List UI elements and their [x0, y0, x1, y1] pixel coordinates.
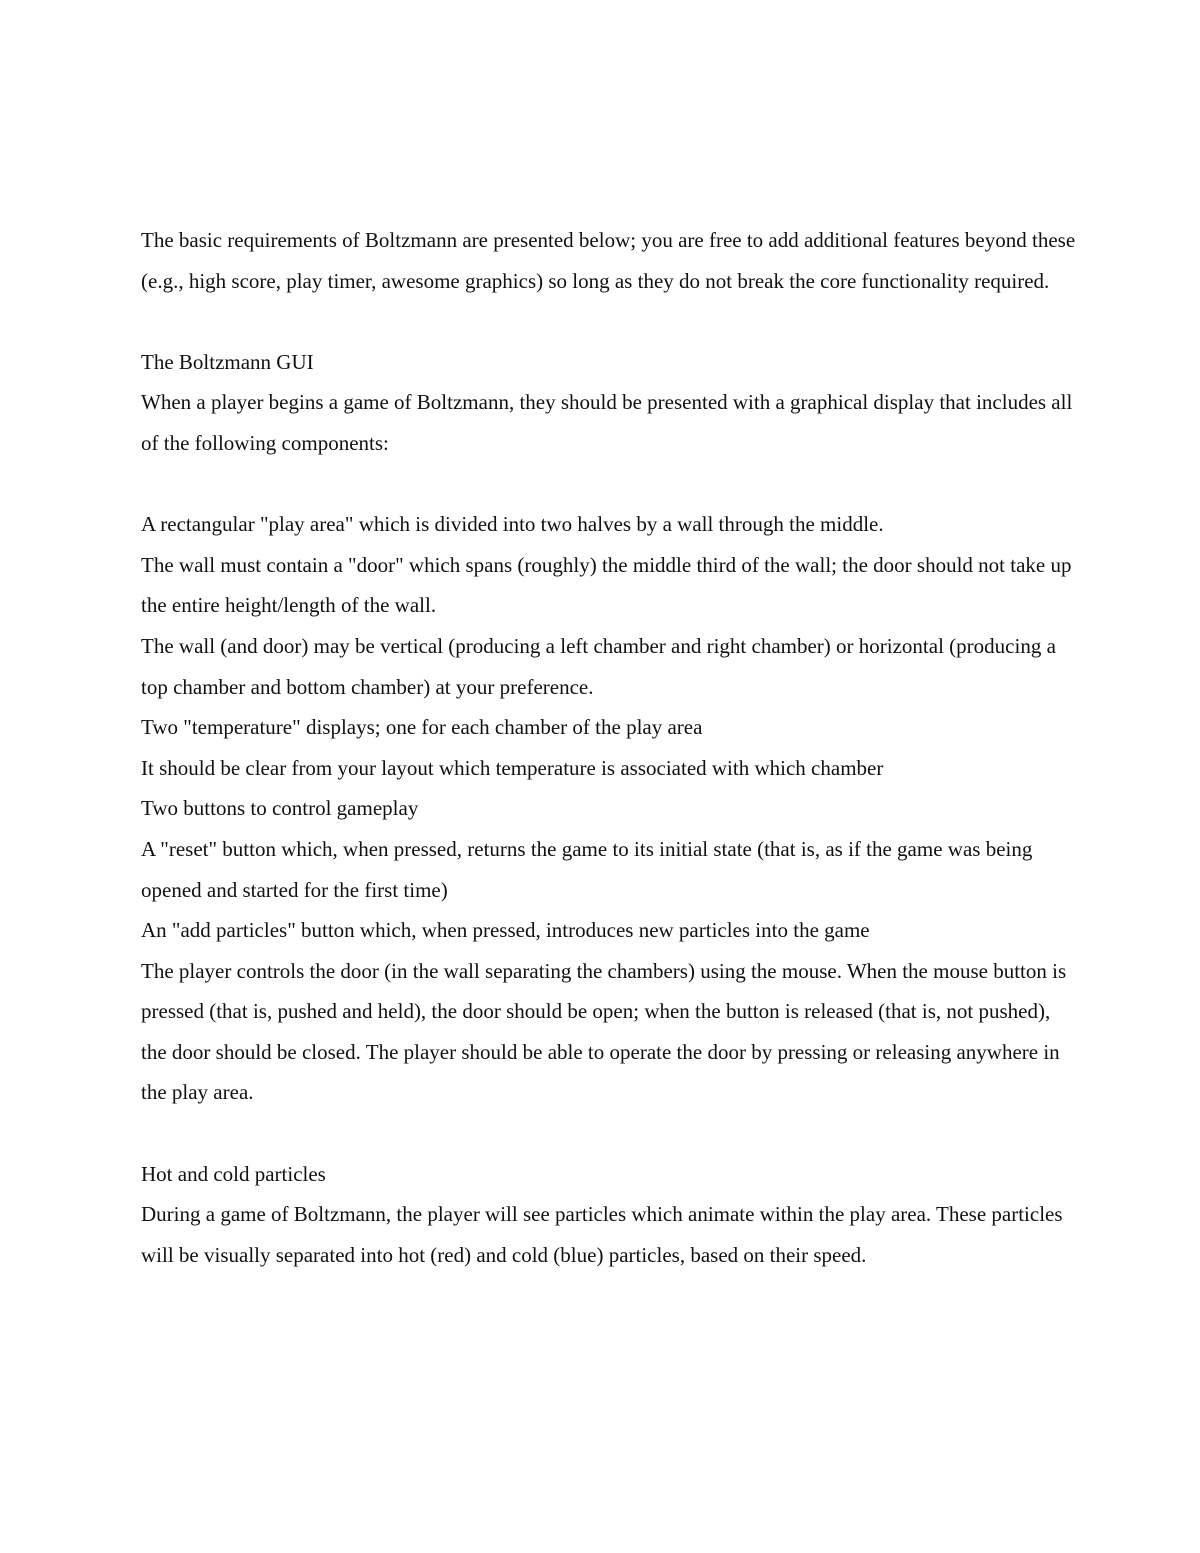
- requirement-reset-button: A "reset" button which, when pressed, returns the game to its initial state (that is, as if the game was being opened and started for the first time): [141, 836, 1033, 902]
- requirement-temperature-layout: It should be clear from your layout which temperature is associated with which chamber: [141, 755, 884, 780]
- requirement-buttons: Two buttons to control gameplay: [141, 796, 419, 821]
- requirement-add-particles-button: An "add particles" button which, when pressed, introduces new particles into the game: [141, 918, 870, 943]
- paragraph-spacer: [141, 301, 1076, 342]
- requirement-door: The wall must contain a "door" which spans (roughly) the middle third of the wall; the door should not take up the entire height/length of the wall.: [141, 552, 1072, 618]
- requirement-temperature-displays: Two "temperature" displays; one for each chamber of the play area: [141, 715, 703, 740]
- gui-section-description: When a player begins a game of Boltzmann, they should be presented with a graphical display that includes all of the following components:: [141, 390, 1073, 455]
- particles-section-description: During a game of Boltzmann, the player will see particles which animate within the play area. These particles will be visually separated into hot (red) and cold (blue) particles, based on their speed.: [141, 1202, 1063, 1267]
- paragraph-spacer: [141, 464, 1076, 505]
- particles-section-heading: Hot and cold particles: [141, 1161, 326, 1186]
- document-body: [141, 220, 1076, 1275]
- paragraph-spacer: [141, 1113, 1076, 1154]
- requirement-door-control: The player controls the door (in the wall separating the chambers) using the mouse. When the mouse button is pressed (that is, pushed and held), the door should be open; when the button is released (that is, not pushed), the door should be closed. The player should be able to operate the door by pressing or releasing anywhere in the play area.: [141, 958, 1067, 1105]
- gui-section-heading: The Boltzmann GUI: [141, 349, 314, 374]
- requirement-wall-orientation: The wall (and door) may be vertical (producing a left chamber and right chamber) or horizontal (producing a top chamber and bottom chamber) at your preference.: [141, 633, 1056, 699]
- intro-paragraph: The basic requirements of Boltzmann are presented below; you are free to add additional features beyond these (e.g., high score, play timer, awesome graphics) so long as they do not break the core functionality required.: [141, 228, 1076, 293]
- requirement-play-area: A rectangular "play area" which is divided into two halves by a wall through the middle.: [141, 512, 884, 537]
